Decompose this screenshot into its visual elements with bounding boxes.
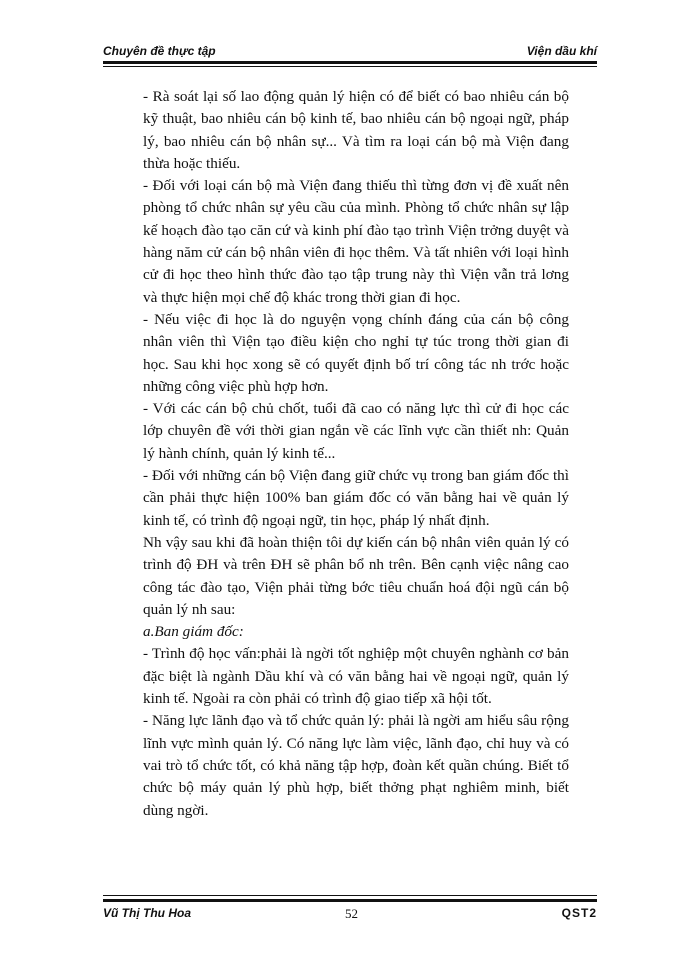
document-body [143,86,569,822]
paragraph-1: - Rà soát lại số lao động quản lý hiện có để biết có bao nhiêu cán bộ kỹ thuật, bao nhiêu cán bộ kinh tế, bao nhiêu cán bộ ngoại ngữ, pháp lý, bao nhiêu cán bộ nhân sự... Và tìm ra loại cán bộ mà Viện đang thừa hoặc thiếu. [143,88,569,172]
footer-class-code: QST2 [561,906,597,920]
section-paragraph-1: - Trình độ học vấn:phải là ngời tốt nghiệp một chuyên nghành cơ bản đặc biệt là ngành Dầu khí và có văn bằng hai về ngoại ngữ, quản lý kinh tế. Ngoài ra còn phải có trình độ giao tiếp xã hội tốt. [143,645,569,708]
header-rule-thick [103,61,597,64]
header-document-type: Chuyên đề thực tập [103,44,216,58]
section-heading-ban-giam-doc: a.Ban giám đốc: [143,623,244,641]
footer-author: Vũ Thị Thu Hoa [103,906,191,920]
page-number: 52 [345,906,358,921]
paragraph-6: Nh vậy sau khi đã hoàn thiện tôi dự kiến cán bộ nhân viên quản lý có trình độ ĐH và trên ĐH sẽ phân bổ nh trên. Bên cạnh việc nâng cao công tác đào tạo, Viện phải từng bớc tiêu chuẩn hoá đội ngũ cán bộ quản lý nh sau: [143,533,569,618]
paragraph-4: - Với các cán bộ chủ chốt, tuổi đã cao có năng lực thì cử đi học các lớp chuyên đề với thời gian ngắn về các lĩnh vực cần thiết nh: Quản lý hành chính, quản lý kinh tế... [143,400,569,462]
section-paragraph-2: - Năng lực lãnh đạo và tổ chức quản lý: phải là ngời am hiểu sâu rộng lĩnh vực mình quản lý. Có năng lực làm việc, lãnh đạo, chỉ huy và có vai trò tổ chức tốt, có khả năng tập hợp, đoàn kết quần chúng. Biết tổ chức bộ máy quản lý phù hợp, biết thởng phạt nghiêm minh, biết dùng ngời. [143,712,569,819]
footer-rule-thick [103,899,597,902]
paragraph-3: - Nếu việc đi học là do nguyện vọng chính đáng của cán bộ công nhân viên thì Viện tạo điều kiện cho nghỉ tự túc trong thời gian đi học. Sau khi học xong sẽ có quyết định bố trí công tác nh trớc hoặc những công việc phù hợp hơn. [143,310,569,395]
paragraph-5: - Đối với những cán bộ Viện đang giữ chức vụ trong ban giám đốc thì cần phải thực hiện 100% ban giám đốc có văn bằng hai về quản lý kinh tế, có trình độ ngoại ngữ, tin học, pháp lý nhất định. [143,467,569,529]
header-organization: Viện dầu khí [526,44,597,58]
header-rule-thin [103,66,597,67]
paragraph-2: - Đối với loại cán bộ mà Viện đang thiếu thì từng đơn vị đề xuất nên phòng tổ chức nhân sự yêu cầu của mình. Phòng tổ chức nhân sự lập kế hoạch đào tạo căn cứ và kinh phí đào tạo trình Viện trởng duyệt và hàng năm cử cán bộ nhân viên đi học thêm. Và tất nhiên với loại hình cử đi học theo hình thức đào tạo tập trung này thì Viện vẫn trả lơng và thực hiện mọi chế độ khác trong thời gian đi học. [143,177,569,306]
footer-rule-thin [103,895,597,896]
